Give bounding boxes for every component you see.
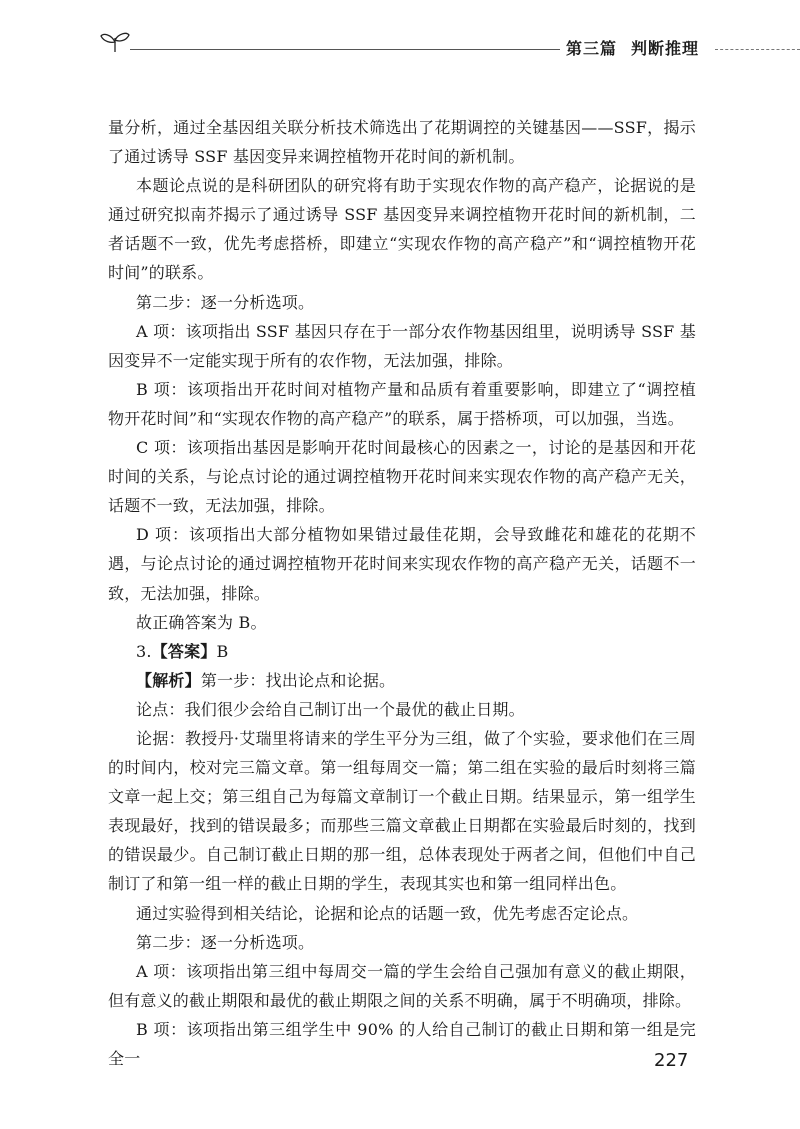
sprout-icon bbox=[100, 30, 130, 54]
paragraph-continuation: 量分析，通过全基因组关联分析技术筛选出了花期调控的关键基因——SSF，揭示了通过诱导 SSF 基因变异来调控植物开花时间的新机制。 bbox=[108, 118, 696, 167]
analysis-step1: 第一步：找出论点和论据。 bbox=[200, 670, 396, 690]
header-rule-right bbox=[715, 49, 800, 50]
paragraph-option-a: A 项：该项指出 SSF 基因只存在于一部分农作物基因组里，说明诱导 SSF 基因变异不一定能实现于所有的农作物，无法加强，排除。 bbox=[108, 321, 696, 370]
analysis-label: 【解析】 bbox=[136, 670, 201, 690]
paragraph-option-c: C 项：该项指出基因是影响开花时间最核心的因素之一，讨论的是基因和开花时间的关系，与论点讨论的通过调控植物开花时间来实现农作物的高产稳产无关，话题不一致，无法加强，排除。 bbox=[108, 438, 696, 516]
paragraph-option-b-2: B 项：该项指出第三组学生中 90% 的人给自己制订的截止日期和第一组是完全一 bbox=[108, 1019, 696, 1068]
paragraph-approach: 通过实验得到相关结论，论据和论点的话题一致，优先考虑否定论点。 bbox=[136, 903, 639, 923]
answer-line bbox=[108, 637, 696, 666]
paragraph-option-a-2: A 项：该项指出第三组中每周交一篇的学生会给自己强加有意义的截止期限，但有意义的截止期限和最优的截止期限之间的关系不明确，属于不明确项，排除。 bbox=[108, 961, 696, 1010]
paragraph-conclusion: 故正确答案为 B。 bbox=[136, 612, 267, 632]
paragraph-evidence: 论据：教授丹·艾瑞里将请来的学生平分为三组，做了个实验，要求他们在三周的时间内，校对完三篇文章。第一组每周交一篇；第二组在实验的最后时刻将三篇文章一起上交；第三组自己为每篇文章制订一个截止日期。结果显示，第一组学生表现最好，找到的错误最多；而那些三篇文章截止日期都在实验最后时刻的，找到的错误最少。自己制订截止日期的那一组，总体表现处于两者之间，但他们中自己制订了和第一组一样的截止日期的学生，表现其实也和第一组同样出色。 bbox=[108, 728, 696, 894]
header-section: 判断推理 bbox=[631, 39, 700, 58]
page-body bbox=[108, 113, 696, 1073]
paragraph-option-d: D 项：该项指出大部分植物如果错过最佳花期，会导致雌花和雄花的花期不遇，与论点讨论的通过调控植物开花时间来实现农作物的高产稳产无关，话题不一致，无法加强，排除。 bbox=[108, 525, 696, 603]
paragraph-topic-analysis: 本题论点说的是科研团队的研究将有助于实现农作物的高产稳产，论据说的是通过研究拟南芥揭示了通过诱导 SSF 基因变异来调控植物开花时间的新机制，二者话题不一致，优先考虑搭桥，即建立“实现农作物的高产稳产”和“调控植物开花时间”的联系。 bbox=[108, 176, 696, 283]
answer-label: 【答案】 bbox=[151, 641, 217, 661]
paragraph-step2: 第二步：逐一分析选项。 bbox=[136, 292, 315, 312]
header-rule bbox=[130, 49, 560, 50]
page-header bbox=[0, 0, 800, 70]
paragraph-argument: 论点：我们很少会给自己制订出一个最优的截止日期。 bbox=[136, 699, 525, 719]
answer-value: B bbox=[216, 641, 229, 661]
analysis-line bbox=[108, 666, 696, 695]
header-title bbox=[566, 36, 699, 59]
paragraph-option-b: B 项：该项指出开花时间对植物产量和品质有着重要影响，即建立了“调控植物开花时间”和“实现农作物的高产稳产”的联系，属于搭桥项，可以加强，当选。 bbox=[108, 379, 696, 428]
paragraph-step2-again: 第二步：逐一分析选项。 bbox=[136, 932, 315, 952]
question-number: 3. bbox=[136, 641, 152, 661]
header-part: 第三篇 bbox=[566, 39, 618, 58]
page-number: 227 bbox=[654, 1050, 689, 1071]
